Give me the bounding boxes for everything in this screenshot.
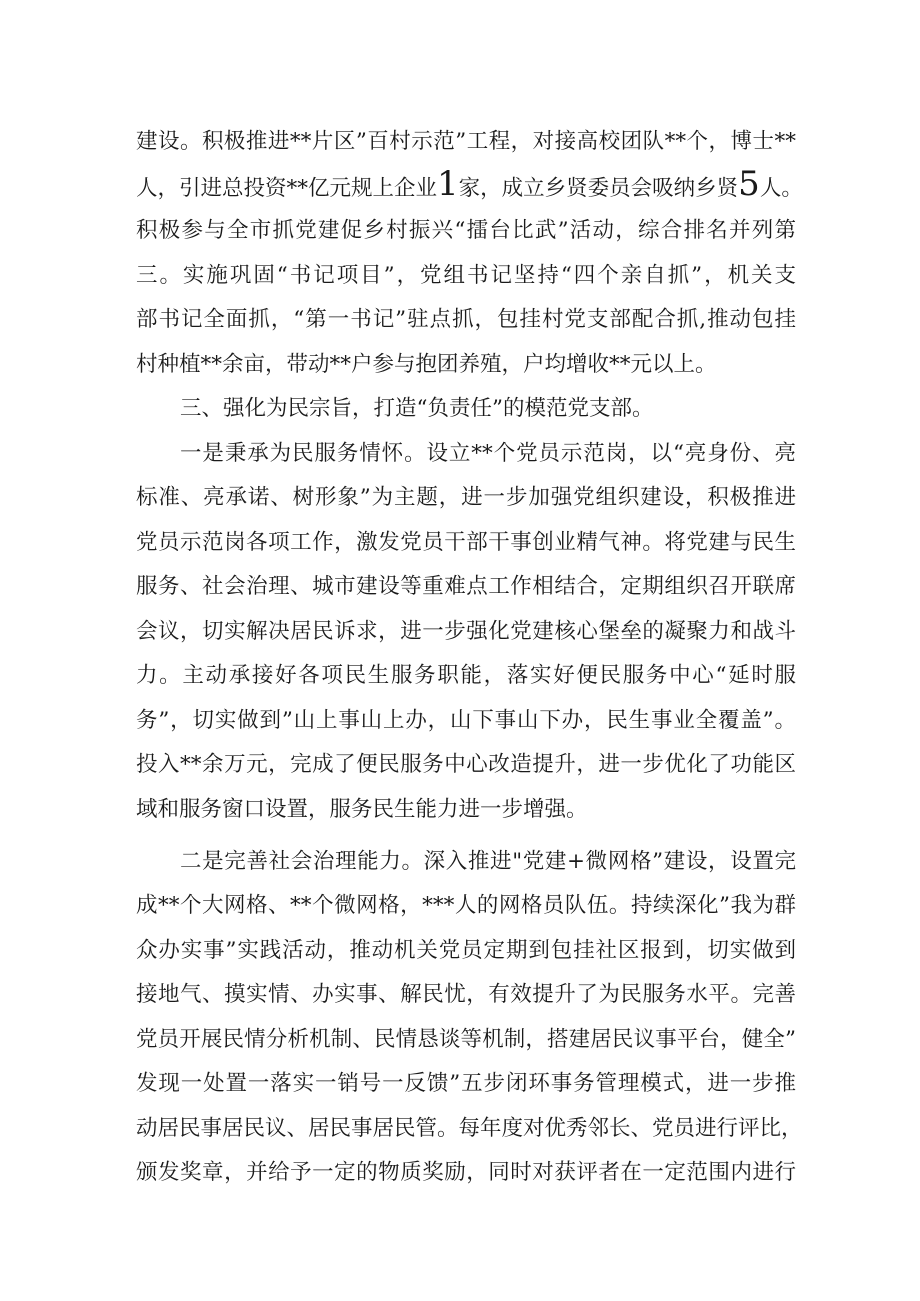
large-number: 1 <box>437 164 459 204</box>
text-line: 颁发奖章，并给予一定的物质奖励，同时对获评者在一定范围内进行 <box>136 1160 796 1185</box>
text-line: 服务、社会治理、城市建设等重难点工作相结合，定期组织召开联席 <box>136 574 796 599</box>
text-line: 一是秉承为民服务情怀。设立**个党员示范岗，以“亮身份、亮 <box>180 441 796 466</box>
text-line: 村种植**余亩，带动**户参与抱团养殖，户均增收**元以上。 <box>136 352 717 377</box>
text-line: 部书记全面抓，“第一书记”驻点抓，包挂村党支部配合抓,推动包挂 <box>136 307 796 332</box>
text-line: 力。主动承接好各项民生服务职能，落实好便民服务中心“延时服 <box>136 663 796 688</box>
text-line <box>136 164 803 207</box>
text-line: 标准、亮承诺、树形象”为主题，进一步加强党组织建设，积极推进 <box>136 485 796 510</box>
text-line: 党员示范岗各项工作，激发党员干部干事创业精气神。将党建与民生 <box>136 530 796 555</box>
text-run: 家，成立乡贤委员会吸纳乡贤 <box>458 176 739 201</box>
text-line: 会议，切实解决居民诉求，进一步强化党建核心堡垒的凝聚力和战斗 <box>136 619 796 644</box>
text-line: 发现一处置一落实一销号一反馈”五步闭环事务管理模式，进一步推 <box>136 1071 796 1096</box>
large-number: 5 <box>738 164 760 204</box>
text-line: 党员开展民情分析机制、民情恳谈等机制，搭建居民议事平台，健全” <box>136 1027 796 1052</box>
section-heading: 三、强化为民宗旨，打造“负责任”的模范党支部。 <box>180 396 654 421</box>
text-line: 域和服务窗口设置，服务民生能力进一步增强。 <box>136 797 588 822</box>
text-line: 二是完善社会治理能力。深入推进"党建+微网格”建设，设置完 <box>180 849 796 874</box>
text-line: 接地气、摸实情、办实事、解民忧，有效提升了为民服务水平。完善 <box>136 982 796 1007</box>
text-line: 三。实施巩固“书记项目”，党组书记坚持“四个亲自抓”，机关支 <box>136 263 796 288</box>
text-run: 人。 <box>759 176 803 201</box>
text-run: 人，引进总投资**亿元规上企业 <box>136 176 438 201</box>
text-line: 务”，切实做到”山上事山上办，山下事山下办，民生事业全覆盖”。 <box>136 708 796 733</box>
text-line: 成**个大网格、**个微网格，***人的网格员队伍。持续深化”我为群 <box>136 893 796 918</box>
text-line: 投入**余万元，完成了便民服务中心改造提升，进一步优化了功能区 <box>136 752 796 777</box>
text-line: 建设。积极推进**片区”百村示范”工程，对接高校团队**个，博士** <box>136 129 796 154</box>
text-line: 众办实事”实践活动，推动机关党员定期到包挂社区报到，切实做到 <box>136 938 796 963</box>
text-line: 动居民事居民议、居民事居民管。每年度对优秀邻长、党员进行评比， <box>136 1116 803 1141</box>
text-line: 积极参与全市抓党建促乡村振兴“擂台比武”活动，综合排名并列第 <box>136 218 796 243</box>
